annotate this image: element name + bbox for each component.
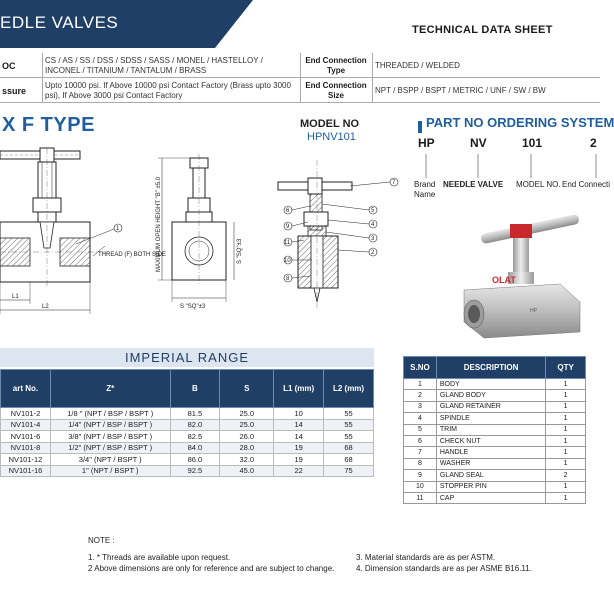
cell-part-no: NV101-12 [1, 454, 51, 466]
spec-divider [42, 53, 43, 103]
table-row [1, 454, 374, 466]
bom-sno: 11 [404, 492, 437, 503]
dim-sq-vertical: S "SQ"±3 [237, 238, 243, 264]
type-title: X F TYPE [2, 114, 95, 136]
cell-s: 26.0 [220, 431, 274, 443]
bom-description: SPINDLE [436, 413, 545, 424]
bom-sno: 4 [404, 413, 437, 424]
note-2: 2 Above dimensions are only for reference and are subject to change. [88, 564, 335, 573]
imperial-header: L1 (mm) [274, 370, 324, 408]
cell-l2: 75 [324, 465, 374, 477]
bom-table [403, 356, 586, 504]
cell-s: 45.0 [220, 465, 274, 477]
table-row [404, 492, 586, 503]
bom-header: QTY [546, 357, 586, 379]
callout-number: 8 [286, 276, 290, 282]
bom-qty: 1 [546, 447, 586, 458]
imperial-range-title: IMPERIAL RANGE [0, 348, 374, 367]
cell-l1: 19 [274, 442, 324, 454]
note-4: 4. Dimension standards are as per ASME B16.11. [356, 564, 532, 573]
bom-qty: 1 [546, 413, 586, 424]
bom-sno: 10 [404, 481, 437, 492]
cell-l1: 14 [274, 419, 324, 431]
cell-b: 81.5 [170, 408, 220, 420]
cell-z: 3/8" (NPT / BSP / BSPT ) [50, 431, 170, 443]
table-row [1, 465, 374, 477]
bom-description: GLAND BODY [436, 390, 545, 401]
exploded-section-drawing [278, 160, 408, 310]
bom-qty: 1 [546, 481, 586, 492]
callout-number: 7 [392, 180, 396, 186]
cell-l1: 14 [274, 431, 324, 443]
imperial-header: L2 (mm) [324, 370, 374, 408]
callout-number: 2 [371, 250, 375, 256]
product-photo [450, 210, 600, 345]
bom-description: HANDLE [436, 447, 545, 458]
cell-l2: 55 [324, 408, 374, 420]
note-3: 3. Material standards are as per ASTM. [356, 553, 496, 562]
imperial-header: S [220, 370, 274, 408]
dim-l1: L1 [12, 294, 19, 300]
note-1: 1. * Threads are available upon request. [88, 553, 231, 562]
part-code-type: NV [470, 136, 487, 150]
thread-label: THREAD (F) BOTH SIDE [98, 252, 167, 258]
bom-description: WASHER [436, 458, 545, 469]
cell-z: 1/8 " (NPT / BSP / BSPT ) [50, 408, 170, 420]
table-row [404, 401, 586, 412]
table-row [404, 470, 586, 481]
dim-l2: L2 [42, 304, 49, 310]
cell-l1: 22 [274, 465, 324, 477]
cell-part-no: NV101-6 [1, 431, 51, 443]
cell-z: 1" (NPT / BSPT ) [50, 465, 170, 477]
bom-qty: 1 [546, 492, 586, 503]
bom-sno: 5 [404, 424, 437, 435]
dim-sq-horizontal: S "SQ"±3 [180, 304, 206, 310]
cell-s: 25.0 [220, 408, 274, 420]
bom-qty: 1 [546, 401, 586, 412]
header-title: EDLE VALVES [0, 13, 119, 32]
cell-s: 28.0 [220, 442, 274, 454]
part-code-brand: HP [418, 136, 435, 150]
callout-number: 6 [286, 208, 290, 214]
bom-description: STOPPER PIN [436, 481, 545, 492]
part-no-title: PART NO ORDERING SYSTEM [426, 115, 614, 130]
imperial-range-table [0, 369, 374, 477]
cell-b: 92.5 [170, 465, 220, 477]
spec-label-end-size: End Connection Size [305, 81, 367, 100]
bom-qty: 1 [546, 458, 586, 469]
table-row [404, 447, 586, 458]
bom-description: CAP [436, 492, 545, 503]
spec-divider [300, 53, 301, 103]
bom-sno: 3 [404, 401, 437, 412]
header-band [0, 0, 215, 48]
imperial-header: art No. [1, 370, 51, 408]
side-view-drawing [150, 152, 260, 312]
table-row [404, 424, 586, 435]
cell-part-no: NV101-4 [1, 419, 51, 431]
imperial-header: Z* [50, 370, 170, 408]
bom-qty: 2 [546, 470, 586, 481]
callout-number: 9 [286, 224, 290, 230]
bom-header: S.NO [404, 357, 437, 379]
cell-l1: 10 [274, 408, 324, 420]
cell-part-no: NV101-2 [1, 408, 51, 420]
technical-data-sheet-label: TECHNICAL DATA SHEET [412, 24, 553, 36]
cell-s: 32.0 [220, 454, 274, 466]
cell-b: 82.5 [170, 431, 220, 443]
bom-description: CHECK NUT [436, 435, 545, 446]
spec-value-pressure: Upto 10000 psi. If Above 10000 psi Contact Factory (Brass upto 3000 psi), If Above 3000 psi Contact Factory [45, 81, 291, 100]
model-no-value: HPNV101 [307, 131, 356, 143]
spec-table [0, 53, 600, 103]
cell-b: 84.0 [170, 442, 220, 454]
cell-l2: 55 [324, 419, 374, 431]
bom-qty: 1 [546, 424, 586, 435]
bom-qty: 1 [546, 379, 586, 390]
cell-l2: 68 [324, 442, 374, 454]
cell-l1: 19 [274, 454, 324, 466]
spec-label-moc: OC [2, 61, 16, 71]
cell-l2: 55 [324, 431, 374, 443]
part-label-type: NEEDLE VALVE [443, 180, 504, 189]
table-row [404, 481, 586, 492]
table-row [404, 379, 586, 390]
cell-z: 1/4" (NPT / BSP / BSPT ) [50, 419, 170, 431]
callout-number: 1 [116, 226, 120, 232]
table-row [404, 458, 586, 469]
cell-z: 1/2" (NPT / BSP / BSPT ) [50, 442, 170, 454]
bom-sno: 8 [404, 458, 437, 469]
bom-sno: 1 [404, 379, 437, 390]
photo-brand-text: OLAT [492, 275, 516, 285]
table-row [404, 390, 586, 401]
table-row [1, 419, 374, 431]
cell-l2: 68 [324, 454, 374, 466]
cell-b: 82.0 [170, 419, 220, 431]
table-row [1, 442, 374, 454]
bom-description: GLAND RETAINER [436, 401, 545, 412]
cell-b: 86.0 [170, 454, 220, 466]
bom-qty: 1 [546, 390, 586, 401]
imperial-header-row [1, 370, 374, 408]
part-code-model: 101 [522, 136, 543, 150]
table-row [404, 435, 586, 446]
spec-value-end-size: NPT / BSPP / BSPT / METRIC / UNF / SW / BW [375, 86, 546, 95]
table-row [1, 408, 374, 420]
bom-sno: 6 [404, 435, 437, 446]
cell-s: 25.0 [220, 419, 274, 431]
cell-z: 3/4" (NPT / BSPT ) [50, 454, 170, 466]
bom-description: BODY [436, 379, 545, 390]
bom-description: TRIM [436, 424, 545, 435]
spec-divider [372, 53, 373, 103]
dim-open-height: MAXIMUM OPEN HEIGHT "B" ±5.0 [156, 176, 162, 272]
bom-sno: 2 [404, 390, 437, 401]
bom-sno: 9 [404, 470, 437, 481]
spec-value-moc: CS / AS / SS / DSS / SDSS / SASS / MONEL / HASTELLOY / INCONEL / TITANIUM / TANTALUM / BRASS [45, 56, 263, 75]
model-no-label: MODEL NO [300, 118, 360, 130]
callout-number: 5 [371, 208, 375, 214]
table-row [1, 431, 374, 443]
part-no-marker [418, 121, 422, 133]
bom-qty: 1 [546, 435, 586, 446]
bom-header: DESCRIPTION [436, 357, 545, 379]
callout-number: 11 [284, 240, 291, 246]
spec-label-end-type: End Connection Type [305, 56, 367, 75]
callout-number: 4 [371, 222, 375, 228]
spec-label-pressure: ssure [2, 86, 27, 96]
bom-sno: 7 [404, 447, 437, 458]
table-row [404, 413, 586, 424]
svg-text:HP: HP [530, 308, 537, 314]
part-code-end: 2 [590, 136, 597, 150]
imperial-header: B [170, 370, 220, 408]
part-label-brand: Brand Name [414, 180, 436, 199]
bom-description: GLAND SEAL [436, 470, 545, 481]
part-label-model: MODEL NO. [516, 180, 561, 189]
header-wedge [215, 0, 253, 48]
part-code-connectors [414, 150, 600, 182]
callout-number: 3 [371, 236, 375, 242]
callout-number: 10 [284, 258, 291, 264]
bom-header-row [404, 357, 586, 379]
part-label-end: End Connecti [562, 180, 611, 189]
spec-value-end-type: THREADED / WELDED [375, 61, 460, 70]
notes-title: NOTE : [88, 536, 115, 545]
cell-part-no: NV101-16 [1, 465, 51, 477]
cell-part-no: NV101-8 [1, 442, 51, 454]
